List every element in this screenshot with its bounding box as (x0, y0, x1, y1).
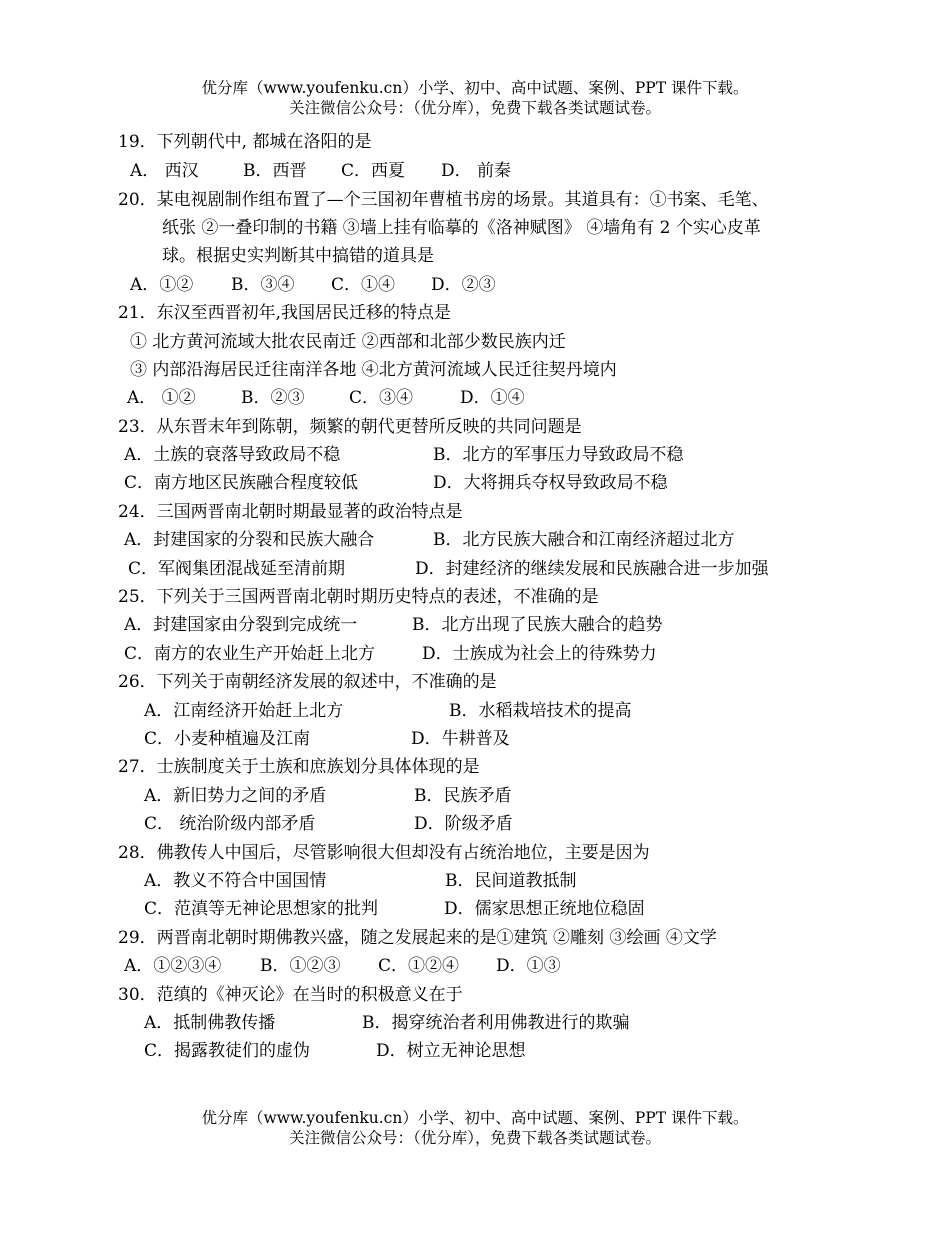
q26-option-d: D．牛耕普及 (411, 729, 510, 749)
q21-option-d: D．①④ (460, 388, 525, 408)
q27-option-b: B．民族矛盾 (414, 786, 512, 806)
q20-option-c: C．①④ (331, 275, 396, 295)
footer-line-1: 优分库（www.youfenku.cn）小学、初中、高中试题、案例、PPT 课件下载。 (201, 1109, 749, 1127)
q23-option-a: A．土族的衰落导致政局不稳 (124, 445, 341, 465)
q28-option-d: D．儒家思想正统地位稳固 (444, 899, 645, 919)
q26-option-b: B．水稻栽培技术的提高 (449, 701, 632, 721)
q28-option-b: B．民间道教抵制 (445, 871, 577, 891)
header-line-2: 关注微信公众号：（优分库），免费下载各类试题试卷。 (288, 99, 661, 117)
q25-option-a: A．封建国家由分裂到完成统一 (124, 615, 358, 635)
q19-option-b: B．西晋 (243, 161, 307, 181)
q28-option-c: C．范滇等无神论思想家的批判 (144, 899, 379, 919)
q24-option-d: D．封建经济的继续发展和民族融合进一步加强 (415, 559, 769, 579)
q27-option-d: D．阶级矛盾 (414, 814, 513, 834)
q23-option-b: B．北方的军事压力导致政局不稳 (433, 445, 684, 465)
q30-option-c: C．揭露教徒们的虚伪 (144, 1041, 311, 1061)
q19-option-a: A． 西汉 (130, 161, 199, 181)
q24-option-b: B．北方民族大融合和江南经济超过北方 (433, 530, 735, 550)
q30-option-b: B．揭穿统治者利用佛教进行的欺骗 (362, 1013, 630, 1033)
q23-option-c: C．南方地区民族融合程度较低 (124, 473, 359, 493)
q21-option-b: B．②③ (241, 388, 305, 408)
q24-option-a: A．封建国家的分裂和民族大融合 (124, 530, 375, 550)
q20-stem-line-2: 纸张 ②一叠印制的书籍 ③墙上挂有临摹的《洛神赋图》 ④墙角有 2 个实心皮革 (162, 218, 761, 238)
q29-option-b: B．①②③ (260, 956, 341, 976)
q24-option-c: C．军阀集团混战延至清前期 (128, 559, 346, 579)
q27-option-c: C． 统治阶级内部矛盾 (144, 814, 316, 834)
q19-option-c: C．西夏 (341, 161, 406, 181)
q19-stem: 19．下列朝代中, 都城在洛阳的是 (118, 132, 372, 152)
q21-item-line-2: ③ 内部沿海居民迁往南洋各地 ④北方黄河流域人民迁往契丹境内 (130, 360, 617, 380)
q24-stem: 24．三国两晋南北朝时期最显著的政治特点是 (118, 502, 463, 522)
q21-option-a: A． ①② (127, 388, 196, 408)
q25-option-c: C．南方的农业生产开始赶上北方 (124, 644, 376, 664)
footer-line-2: 关注微信公众号：（优分库），免费下载各类试题试卷。 (288, 1129, 661, 1147)
q21-option-c: C．③④ (349, 388, 414, 408)
q30-option-d: D．树立无神论思想 (376, 1041, 526, 1061)
q30-option-a: A．抵制佛教传播 (144, 1013, 276, 1033)
q29-stem: 29．两晋南北朝时期佛教兴盛，随之发展起来的是①建筑 ②雕刻 ③绘画 ④文学 (118, 928, 717, 948)
q25-option-b: B．北方出现了民族大融合的趋势 (412, 615, 663, 635)
q23-option-d: D．大将拥兵夺权导致政局不稳 (433, 473, 668, 493)
q27-option-a: A．新旧势力之间的矛盾 (144, 786, 327, 806)
page-header (0, 78, 950, 118)
q30-stem: 30．范缜的《神灭论》在当时的积极意义在于 (118, 985, 463, 1005)
q29-option-a: A．①②③④ (124, 956, 222, 976)
q19-option-d: D． 前秦 (441, 161, 512, 181)
q26-option-c: C．小麦种植遍及江南 (144, 729, 311, 749)
q20-option-a: A．①② (130, 275, 194, 295)
q20-option-b: B．③④ (231, 275, 295, 295)
q29-option-d: D．①③ (496, 956, 561, 976)
q20-stem-line-1: 20．某电视剧制作组布置了—个三国初年曹植书房的场景。其道具有：①书案、毛笔、 (118, 190, 769, 210)
header-line-1: 优分库（www.youfenku.cn）小学、初中、高中试题、案例、PPT 课件下载。 (201, 79, 749, 97)
q26-stem: 26．下列关于南朝经济发展的叙述中，不准确的是 (118, 672, 497, 692)
q23-stem: 23．从东晋末年到陈朝，频繁的朝代更替所反映的共同问题是 (118, 417, 582, 437)
q20-stem-line-3: 球。根据史实判断其中搞错的道具是 (162, 246, 434, 266)
q21-stem: 21．东汉至西晋初年,我国居民迁移的特点是 (118, 303, 452, 323)
q28-option-a: A．教义不符合中国国情 (144, 871, 327, 891)
q21-item-line-1: ① 北方黄河流域大批农民南迁 ②西部和北部少数民族内迁 (130, 332, 566, 352)
page-footer (0, 1108, 950, 1148)
q28-stem: 28．佛教传人中国后，尽管影响很大但却没有占统治地位，主要是因为 (118, 843, 650, 863)
q25-option-d: D．士族成为社会上的待殊势力 (422, 644, 657, 664)
q25-stem: 25．下列关于三国两晋南北朝时期历史特点的表述，不准确的是 (118, 587, 599, 607)
q29-option-c: C．①②④ (378, 956, 460, 976)
q26-option-a: A．江南经济开始赶上北方 (144, 701, 344, 721)
q27-stem: 27．士族制度关于土族和庶族划分具体体现的是 (118, 757, 480, 777)
q20-option-d: D．②③ (431, 275, 496, 295)
